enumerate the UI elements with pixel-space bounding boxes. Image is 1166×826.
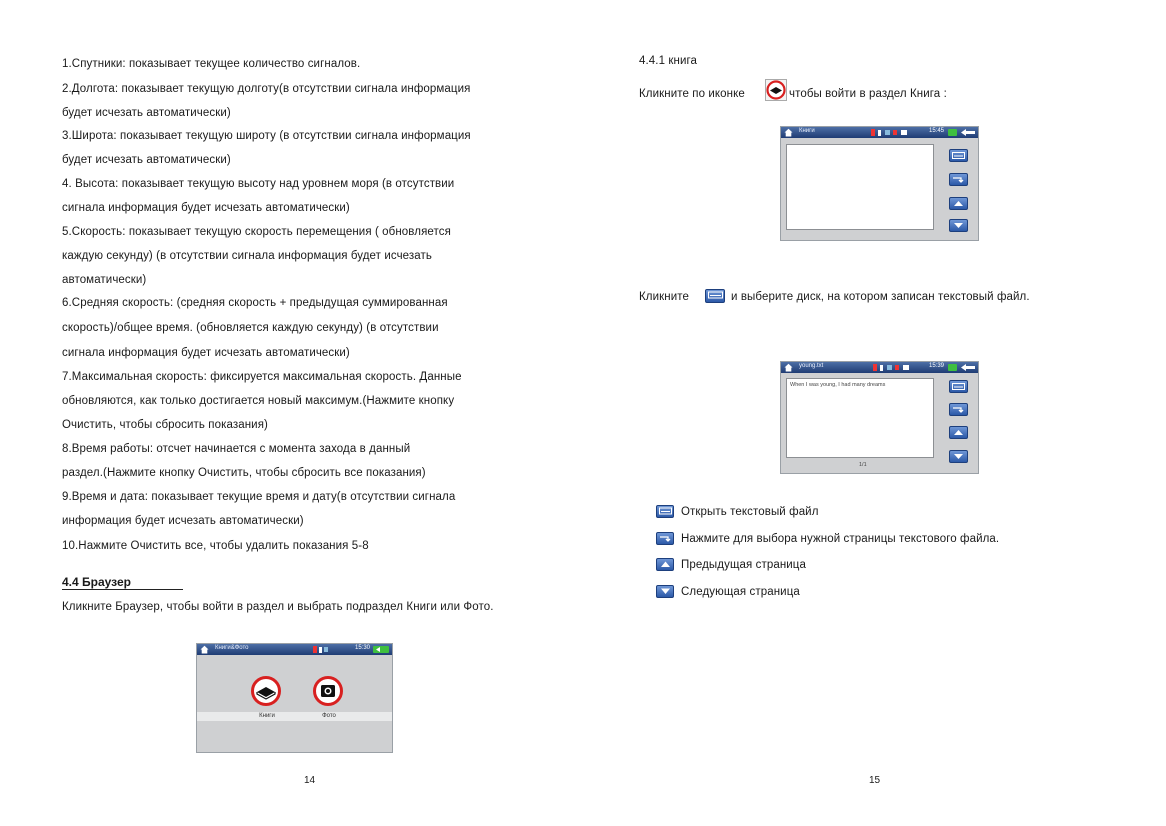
- book-icon: [765, 79, 787, 101]
- text-line: каждую секунду) (в отсутствии сигнала информация будет исчезать: [62, 250, 432, 262]
- text-line: будет исчезать автоматически): [62, 154, 231, 166]
- back-icon[interactable]: [948, 363, 976, 372]
- prev-page-icon: [656, 558, 674, 571]
- status-icons: [871, 129, 911, 136]
- text-line: скорость)/общее время. (обновляется каждую секунду) (в отсутствии: [62, 322, 439, 334]
- status-bar: [197, 644, 392, 655]
- prev-page-button[interactable]: [949, 197, 968, 210]
- books-label: Книги: [259, 713, 275, 719]
- text-line: 6.Средняя скорость: (средняя скорость + предыдущая суммированная: [62, 297, 448, 309]
- goto-page-icon: [656, 532, 674, 545]
- status-icons: [313, 646, 329, 653]
- screen-title: young.txt: [799, 363, 824, 369]
- screen-title: Книги&Фото: [215, 645, 249, 651]
- text-line: сигнала информация будет исчезать автоматически): [62, 202, 350, 214]
- next-page-button[interactable]: [949, 450, 968, 463]
- text-line: будет исчезать автоматически): [62, 107, 231, 119]
- text-area[interactable]: [786, 378, 934, 458]
- text-line: 8.Время работы: отсчет начинается с момента захода в данный: [62, 443, 411, 455]
- heading-underline: [62, 589, 183, 590]
- text-line: 2.Долгота: показывает текущую долготу(в отсутствии сигнала информация: [62, 83, 471, 95]
- text-area[interactable]: [786, 144, 934, 230]
- home-icon: [784, 363, 793, 372]
- text-line: обновляются, как только достигается новый максимум.(Нажмите кнопку: [62, 395, 455, 407]
- open-text-after: и выберите диск, на котором записан текстовый файл.: [731, 291, 1030, 303]
- clock: 15:30: [354, 645, 370, 651]
- legend-label-open: Открыть текстовый файл: [681, 506, 819, 518]
- right-page: [583, 0, 1166, 826]
- next-page-icon: [656, 585, 674, 598]
- text-line: информация будет исчезать автоматически): [62, 515, 304, 527]
- clock: 15:45: [928, 128, 944, 134]
- intro-text-before: Кликните по иконке: [639, 88, 745, 100]
- text-line: автоматически): [62, 274, 147, 286]
- book-screenshot: [780, 126, 979, 241]
- section-text: Кликните Браузер, чтобы войти в раздел и выбрать подраздел Книги или Фото.: [62, 601, 494, 613]
- home-icon: [200, 645, 209, 654]
- subheading: 4.4.1 книга: [639, 55, 698, 67]
- label-strip: [197, 712, 392, 721]
- open-text-before: Кликните: [639, 291, 689, 303]
- text-line: 1.Спутники: показывает текущее количество сигналов.: [62, 58, 361, 70]
- legend-label-next: Следующая страница: [681, 586, 800, 598]
- screen-title: Книги: [799, 128, 815, 134]
- photo-icon[interactable]: [313, 676, 343, 706]
- clock: 15:39: [928, 363, 944, 369]
- prev-page-button[interactable]: [949, 426, 968, 439]
- open-file-icon: [705, 289, 725, 303]
- goto-page-button[interactable]: [949, 173, 968, 186]
- status-bar: [781, 127, 978, 138]
- page-number: 14: [304, 775, 316, 786]
- text-line: 3.Широта: показывает текущую широту (в отсутствии сигнала информация: [62, 130, 471, 142]
- status-icons: [873, 364, 913, 371]
- open-file-button[interactable]: [949, 380, 968, 393]
- text-line: 7.Максимальная скорость: фиксируется максимальная скорость. Данные: [62, 371, 462, 383]
- reader-screenshot: [780, 361, 979, 474]
- text-line: 4. Высота: показывает текущую высоту над уровнем моря (в отсутствии: [62, 178, 455, 190]
- photo-label: Фото: [322, 713, 336, 719]
- goto-page-button[interactable]: [949, 403, 968, 416]
- page-number: 15: [869, 775, 881, 786]
- page-indicator: 1/1: [859, 462, 867, 468]
- legend-label-goto: Нажмите для выбора нужной страницы текстового файла.: [681, 533, 1000, 545]
- text-content: When I was young, I had many dreams: [790, 382, 886, 388]
- browser-screenshot: [196, 643, 393, 753]
- open-file-icon: [656, 505, 674, 518]
- intro-text-after: чтобы войти в раздел Книга :: [789, 88, 947, 100]
- home-icon: [784, 128, 793, 137]
- next-page-button[interactable]: [949, 219, 968, 232]
- books-icon[interactable]: [251, 676, 281, 706]
- back-icon[interactable]: [948, 128, 976, 137]
- text-line: 5.Скорость: показывает текущую скорость перемещения ( обновляется: [62, 226, 451, 238]
- open-file-button[interactable]: [949, 149, 968, 162]
- section-heading: 4.4 Браузер: [62, 575, 131, 589]
- text-line: раздел.(Нажмите кнопку Очистить, чтобы сбросить все показания): [62, 467, 426, 479]
- status-bar: [781, 362, 978, 373]
- text-line: сигнала информация будет исчезать автоматически): [62, 347, 350, 359]
- back-icon[interactable]: [373, 646, 389, 653]
- text-line: 10.Нажмите Очистить все, чтобы удалить показания 5-8: [62, 540, 369, 552]
- text-line: Очистить, чтобы сбросить показания): [62, 419, 268, 431]
- text-line: 9.Время и дата: показывает текущие время и дату(в отсутствии сигнала: [62, 491, 456, 503]
- legend-label-prev: Предыдущая страница: [681, 559, 806, 571]
